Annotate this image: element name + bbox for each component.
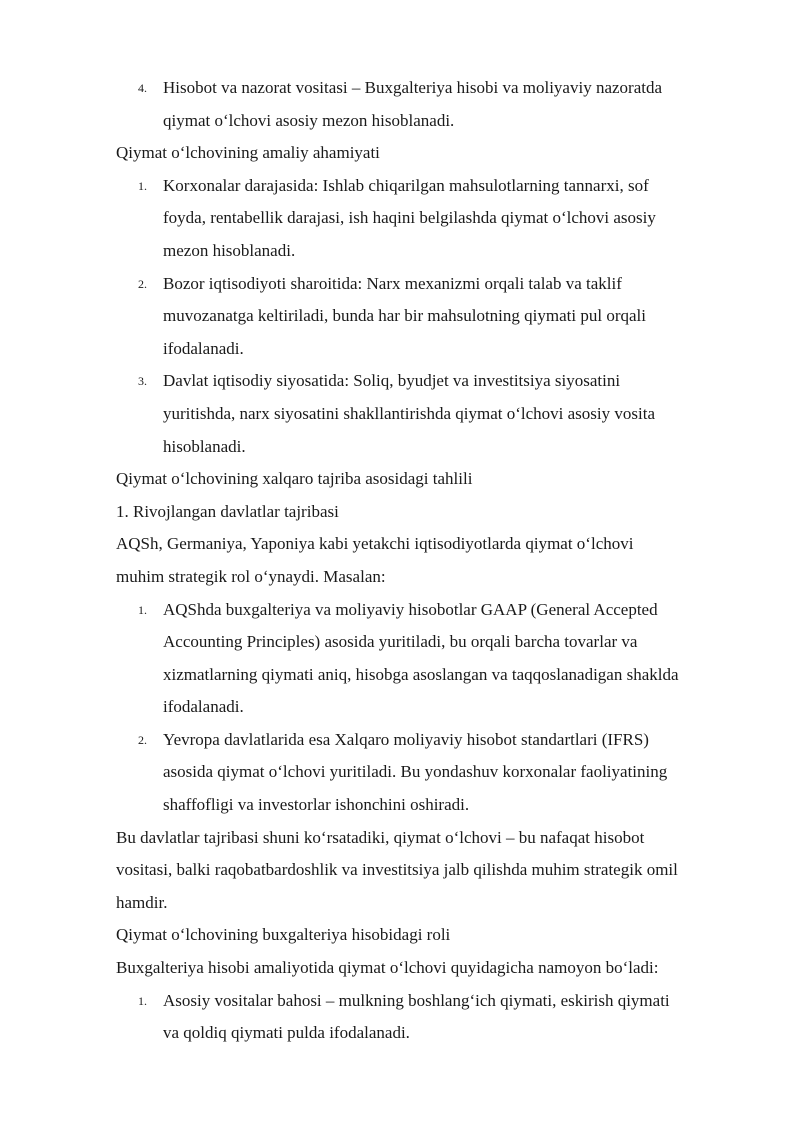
text-line bbox=[116, 659, 738, 692]
line-text: Qiymat o‘lchovining xalqaro tajriba asosidagi tahlili bbox=[116, 469, 473, 489]
line-text: ifodalanadi. bbox=[163, 338, 244, 358]
text-line bbox=[116, 105, 738, 138]
text-line bbox=[116, 72, 738, 105]
list-number: 1. bbox=[138, 993, 147, 1008]
line-text: Davlat iqtisodiy siyosatida: Soliq, byudjet va investitsiya siyosatini bbox=[163, 371, 621, 391]
text-line bbox=[116, 822, 738, 855]
text-line bbox=[116, 952, 738, 985]
text-line bbox=[116, 137, 738, 170]
list-item bbox=[116, 594, 738, 724]
line-text: Asosiy vositalar bahosi – mulkning boshlang‘ich qiymati, eskirish qiymati bbox=[163, 990, 670, 1010]
list-number: 1. bbox=[138, 602, 147, 617]
text-line bbox=[116, 528, 738, 561]
list-number: 4. bbox=[138, 81, 147, 95]
text-line bbox=[116, 919, 738, 952]
text-line bbox=[116, 756, 738, 789]
list-number: 1. bbox=[138, 178, 147, 193]
text-line bbox=[116, 985, 738, 1018]
text-line bbox=[116, 235, 738, 268]
list-item bbox=[116, 365, 738, 463]
paragraph bbox=[116, 919, 738, 952]
text-line bbox=[116, 202, 738, 235]
list-item bbox=[116, 170, 738, 268]
paragraph bbox=[116, 496, 738, 529]
line-text: asosida qiymat o‘lchovi yuritiladi. Bu yondashuv korxonalar faoliyatining bbox=[163, 762, 668, 782]
text-line bbox=[116, 365, 738, 398]
text-line bbox=[116, 854, 738, 887]
list-item bbox=[116, 268, 738, 366]
line-text: xizmatlarning qiymati aniq, hisobga asoslangan va taqqoslanadigan shaklda bbox=[163, 664, 679, 684]
line-text: foyda, rentabellik darajasi, ish haqini belgilashda qiymat o‘lchovi asosiy bbox=[163, 208, 656, 228]
text-line bbox=[116, 724, 738, 757]
text-line bbox=[116, 561, 738, 594]
text-line bbox=[116, 691, 738, 724]
line-text: muvozanatga keltiriladi, bunda har bir mahsulotning qiymati pul orqali bbox=[163, 306, 646, 326]
line-text: Qiymat o‘lchovining buxgalteriya hisobidagi roli bbox=[116, 925, 451, 945]
text-line bbox=[116, 170, 738, 203]
line-text: ifodalanadi. bbox=[163, 697, 244, 717]
text-line bbox=[116, 463, 738, 496]
line-text: Buxgalteriya hisobi amaliyotida qiymat o‘lchovi quyidagicha namoyon bo‘ladi: bbox=[116, 958, 659, 978]
list-item bbox=[116, 724, 738, 822]
paragraph bbox=[116, 952, 738, 985]
line-text: Accounting Principles) asosida yuritiladi, bu orqali barcha tovarlar va bbox=[163, 632, 638, 652]
line-text: shaffofligi va investorlar ishonchini oshiradi. bbox=[163, 795, 470, 815]
line-text: Korxonalar darajasida: Ishlab chiqarilgan mahsulotlarning tannarxi, sof bbox=[163, 175, 649, 195]
line-text: Yevropa davlatlarida esa Xalqaro moliyaviy hisobot standartlari (IFRS) bbox=[163, 729, 649, 749]
paragraph bbox=[116, 137, 738, 170]
line-text: qiymat o‘lchovi asosiy mezon hisoblanadi. bbox=[163, 110, 455, 130]
line-text: AQSh, Germaniya, Yaponiya kabi yetakchi iqtisodiyotlarda qiymat o‘lchovi bbox=[116, 534, 634, 554]
list-number: 2. bbox=[138, 276, 147, 291]
line-text: Bu davlatlar tajribasi shuni ko‘rsatadiki, qiymat o‘lchovi – bu nafaqat hisobot bbox=[116, 827, 645, 847]
text-line bbox=[116, 398, 738, 431]
line-text: muhim strategik rol o‘ynaydi. Masalan: bbox=[116, 566, 386, 586]
paragraph bbox=[116, 463, 738, 496]
document-body bbox=[116, 72, 738, 1050]
line-text: yuritishda, narx siyosatini shakllantirishda qiymat o‘lchovi asosiy vosita bbox=[163, 403, 655, 423]
text-line bbox=[116, 268, 738, 301]
line-text: 1. Rivojlangan davlatlar tajribasi bbox=[116, 501, 339, 521]
list-item bbox=[116, 985, 738, 1050]
list-item bbox=[116, 72, 738, 137]
text-line bbox=[116, 789, 738, 822]
text-line bbox=[116, 496, 738, 529]
line-text: Bozor iqtisodiyoti sharoitida: Narx mexanizmi orqali talab va taklif bbox=[163, 273, 622, 293]
line-text: Qiymat o‘lchovining amaliy ahamiyati bbox=[116, 143, 380, 163]
line-text: va qoldiq qiymati pulda ifodalanadi. bbox=[163, 1023, 410, 1043]
line-text: vositasi, balki raqobatbardoshlik va investitsiya jalb qilishda muhim strategik omil bbox=[116, 860, 678, 880]
line-text: mezon hisoblanadi. bbox=[163, 240, 296, 260]
line-text: AQShda buxgalteriya va moliyaviy hisobotlar GAAP (General Accepted bbox=[163, 599, 658, 619]
paragraph bbox=[116, 822, 738, 920]
text-line bbox=[116, 300, 738, 333]
text-line bbox=[116, 594, 738, 627]
line-text: Hisobot va nazorat vositasi – Buxgalteriya hisobi va moliyaviy nazoratda bbox=[163, 78, 663, 97]
text-line bbox=[116, 1017, 738, 1050]
text-line bbox=[116, 333, 738, 366]
list-number: 2. bbox=[138, 732, 147, 747]
text-line bbox=[116, 431, 738, 464]
text-line bbox=[116, 887, 738, 920]
paragraph bbox=[116, 528, 738, 593]
text-line bbox=[116, 626, 738, 659]
line-text: hisoblanadi. bbox=[163, 436, 246, 456]
list-number: 3. bbox=[138, 374, 147, 389]
line-text: hamdir. bbox=[116, 892, 168, 912]
